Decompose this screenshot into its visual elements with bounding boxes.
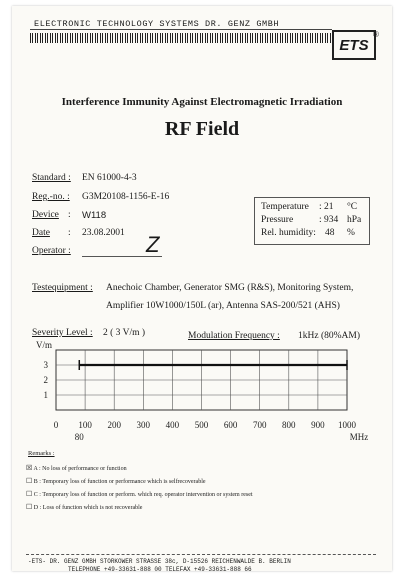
x-tick-label: 800 — [282, 420, 296, 430]
company-header: ELECTRONIC TECHNOLOGY SYSTEMS DR. GENZ GMBH — [34, 19, 280, 29]
unchecked-box-icon: ☐ — [26, 503, 33, 511]
footer-contact: TELEPHONE +49-33631-888 00 TELEFAX +49-33631-888 66 — [68, 566, 252, 573]
remark-item — [26, 490, 253, 498]
y-tick-label: 1 — [43, 390, 48, 400]
document-page — [12, 6, 392, 571]
ets-logo: ETS — [332, 30, 376, 60]
pressure-label: Pressure — [261, 215, 294, 225]
y-axis-label: V/m — [35, 340, 52, 350]
severity-value: 2 ( 3 V/m ) — [103, 328, 146, 338]
remark-letter: B — [32, 479, 40, 485]
remark-letter: A — [32, 466, 39, 472]
unchecked-box-icon: ☐ — [26, 490, 33, 498]
humidity-unit: % — [347, 228, 355, 238]
testequipment-line1: Anechoic Chamber, Generator SMG (R&S), Monitoring System, — [106, 283, 354, 293]
x-tick-label: 400 — [165, 420, 180, 430]
x-axis-label: MHz — [349, 432, 369, 442]
severity-label: Severity Level : — [32, 328, 93, 338]
device-label: Device — [32, 210, 59, 220]
header-rule — [30, 29, 332, 30]
standard-label: Standard : — [32, 173, 71, 183]
x-tick-label: 900 — [311, 420, 325, 430]
operator-label: Operator : — [32, 246, 71, 256]
regno-value: G3M20108-1156-E-16 — [82, 192, 170, 202]
pressure-unit: hPa — [347, 215, 362, 225]
document-subtitle: Interference Immunity Against Electromagnetic Irradiation — [61, 96, 343, 108]
temperature-label: Temperature — [261, 202, 309, 212]
temperature-unit: °C — [347, 202, 358, 212]
registered-mark: ® — [373, 30, 379, 39]
modulation-label: Modulation Frequency : — [188, 331, 280, 341]
remark-item — [26, 477, 206, 485]
checked-box-icon: ☒ — [26, 464, 33, 472]
remark-text: : Loss of function which is not recoverable — [39, 505, 143, 511]
humidity-value: 48 — [325, 228, 335, 238]
x-tick-label: 600 — [223, 420, 238, 430]
date-colon: : — [68, 228, 71, 238]
header-barcode-stripe — [30, 33, 332, 43]
x-tick-label: 100 — [78, 420, 92, 430]
y-tick-label: 2 — [43, 375, 48, 385]
operator-signature: Z — [146, 232, 160, 257]
testequipment-label: Testequipment : — [32, 283, 93, 293]
remarks-title: Remarks : — [28, 450, 55, 457]
document-title: RF Field — [164, 118, 240, 140]
remark-letter: D — [32, 505, 40, 511]
environment-box — [254, 197, 370, 245]
pressure-value: : 934 — [319, 215, 339, 225]
x-tick-label: 200 — [107, 420, 121, 430]
temperature-value: : 21 — [319, 202, 334, 212]
footer-address: -ETS- DR. GENZ GMBH STORKOWER STRASSE 38c, D-15526 REICHENWALDE B. BERLIN — [28, 558, 291, 565]
x-tick-label: 700 — [252, 420, 267, 430]
unchecked-box-icon: ☐ — [26, 477, 33, 485]
date-label: Date — [32, 228, 50, 238]
remark-text: : Temporary loss of function or perform. which req. operator intervention or system reset — [39, 492, 253, 498]
severity-chart — [12, 336, 392, 448]
x-tick-label: 1000 — [338, 420, 356, 430]
remark-text: : No loss of performance or function — [38, 466, 127, 472]
x-tick-label: 0 — [53, 420, 59, 430]
testequipment-line2: Amplifier 10W1000/150L (ar), Antenna SAS-200/521 (AHS) — [106, 301, 340, 311]
humidity-label: Rel. humidity: — [261, 228, 316, 238]
remark-item — [26, 503, 142, 511]
standard-value: EN 61000-4-3 — [82, 173, 137, 183]
modulation-value: 1kHz (80%AM) — [298, 331, 361, 341]
date-value: 23.08.2001 — [82, 228, 125, 238]
device-colon: : — [68, 210, 71, 220]
remark-letter: C — [32, 492, 40, 498]
footer-rule — [26, 554, 376, 555]
regno-label: Reg.-no. : — [32, 192, 70, 202]
x-tick-label: 500 — [194, 420, 209, 430]
x-tick-label: 300 — [136, 420, 151, 430]
y-tick-label: 3 — [43, 360, 48, 370]
device-value: W118 — [82, 210, 107, 221]
x-tick-label: 80 — [74, 432, 84, 442]
remark-item — [26, 464, 127, 472]
remark-text: : Temporary loss of function or performance which is selfrecoverable — [39, 479, 206, 485]
